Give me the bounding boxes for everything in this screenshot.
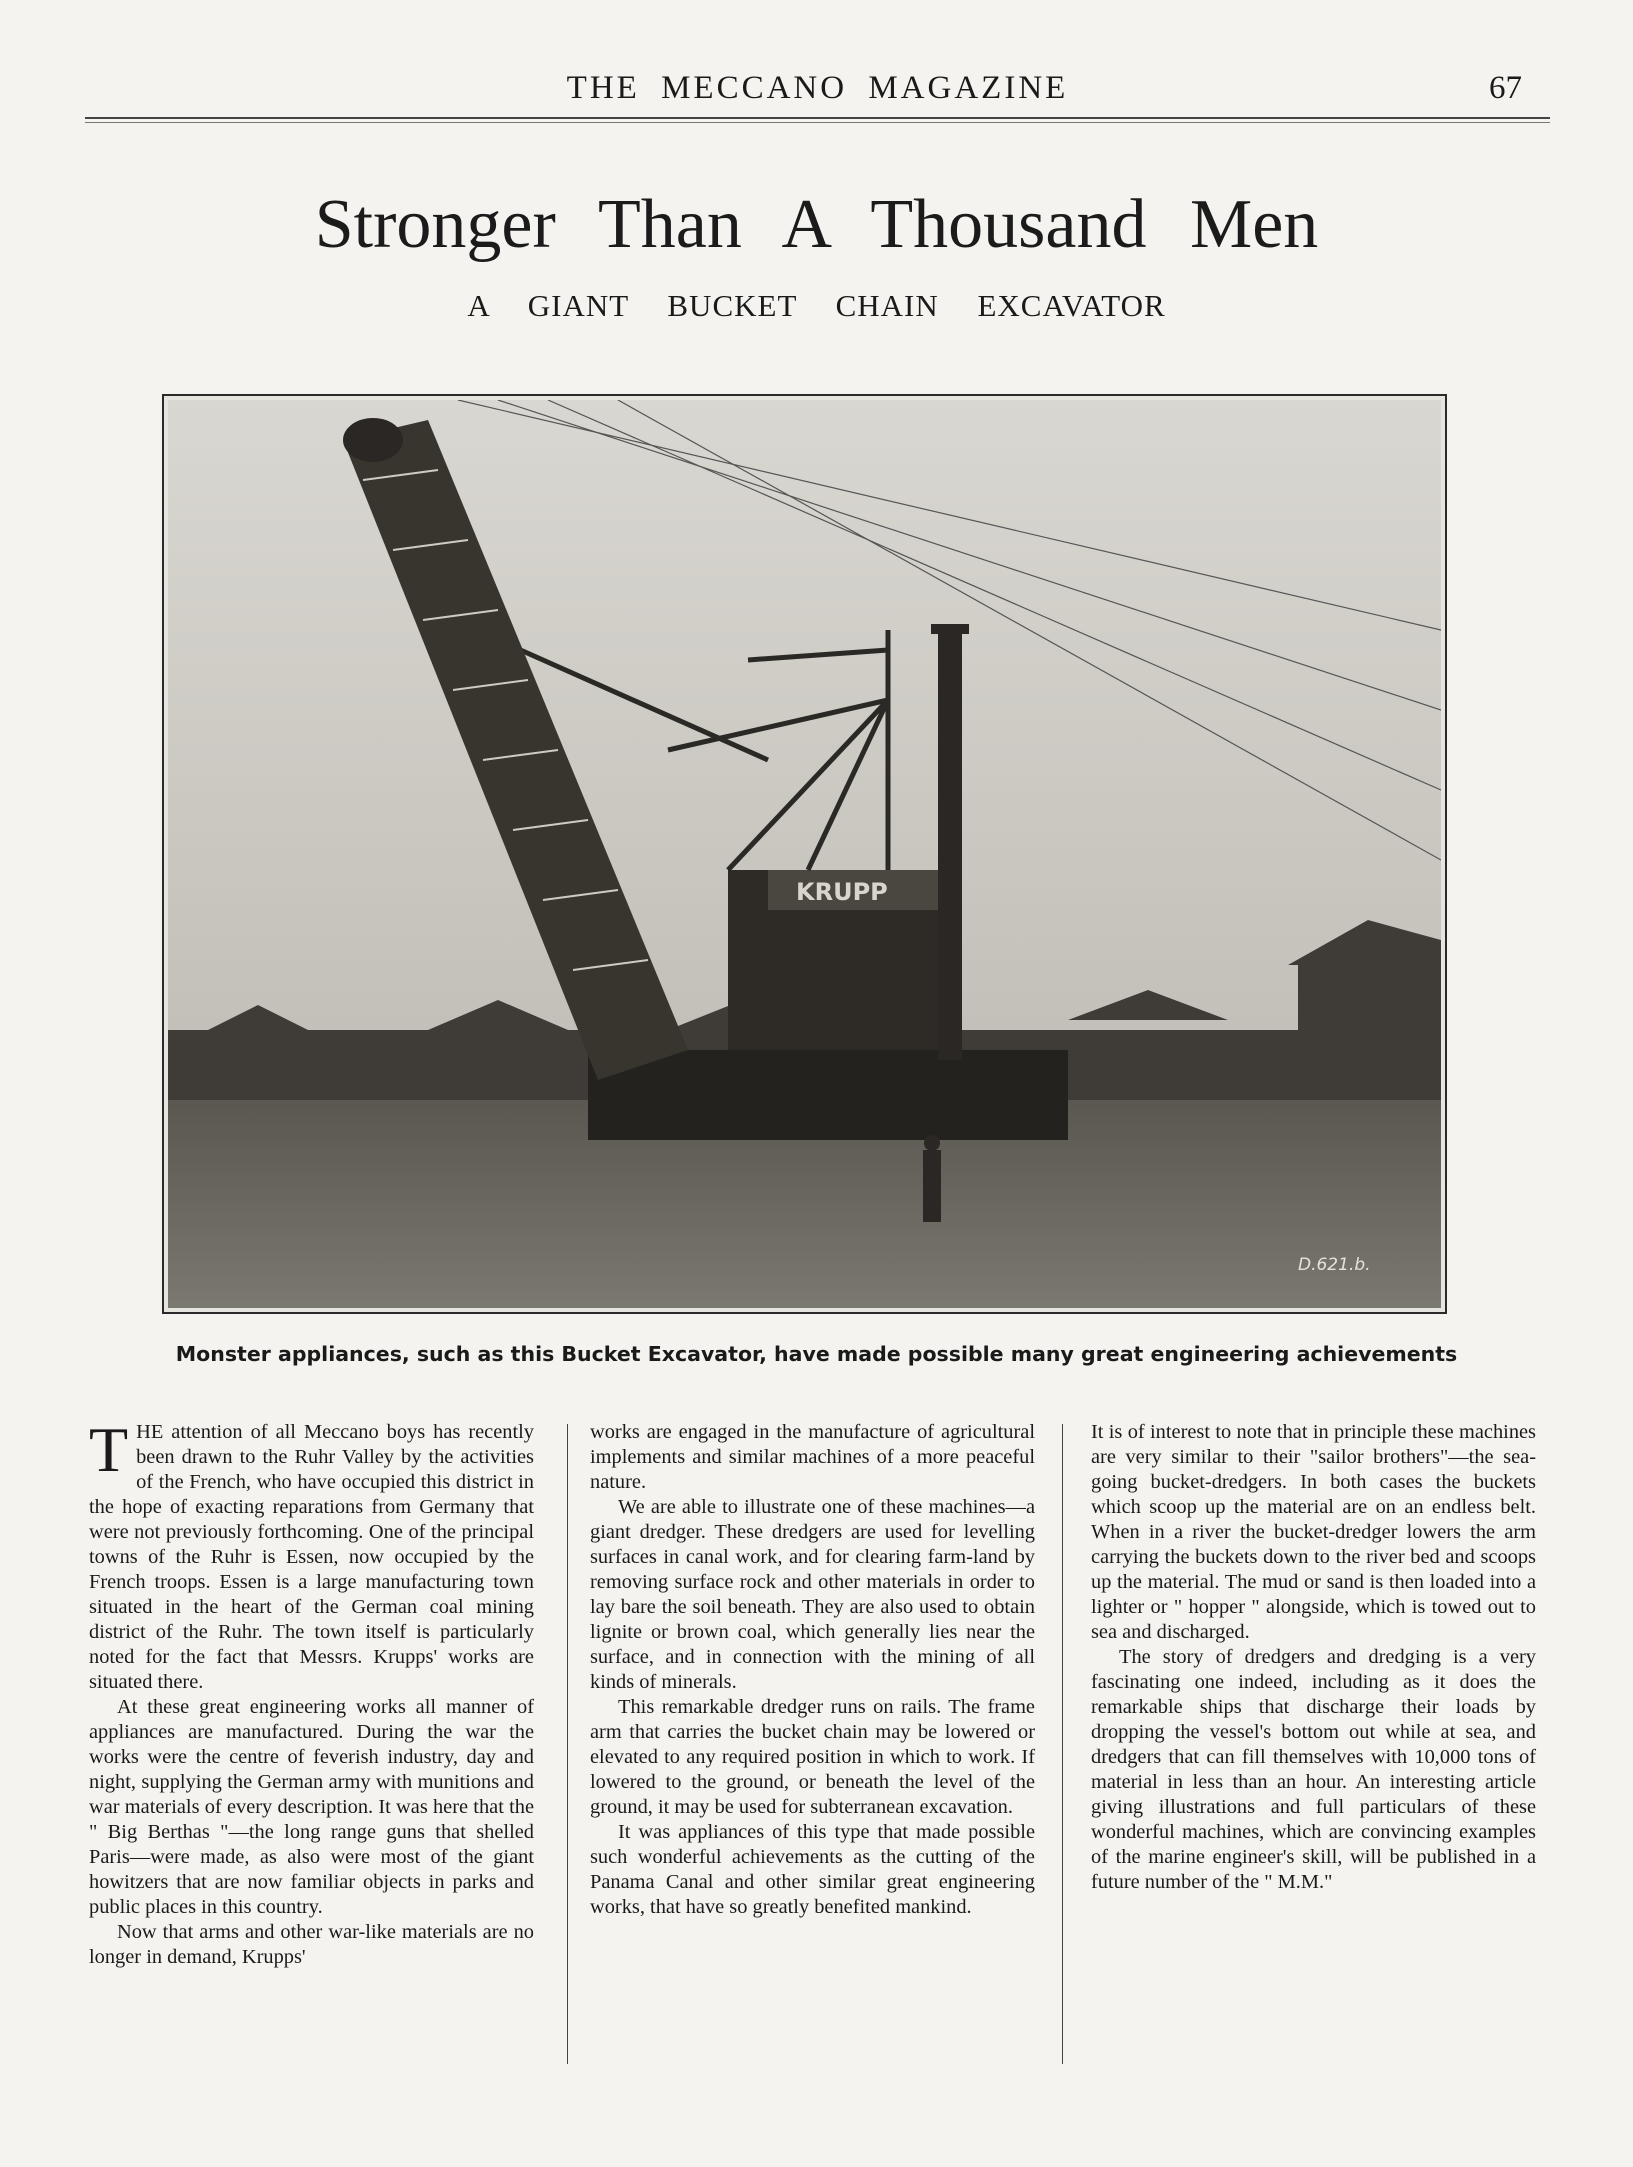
paragraph-text: HE attention of all Meccano boys has recently been drawn to the Ruhr Valley by the activities of the French, who have occupied this district in the hope of exacting reparations from Germany that were not previously forthcoming. One of the principal towns of the Ruhr is Essen, now occupied by the French troops. Essen is a large manufacturing town situated in the heart of the German coal mining district of the Ruhr. The town itself is particularly noted for the fact that Messrs. Krupps' works are situated there. [89, 1421, 534, 1693]
paragraph: It was appliances of this type that made possible such wonderful achievements as the cutting of the Panama Canal and other similar great engineering works, that have so greatly benefited mankind. [590, 1821, 1035, 1918]
article-subtitle: A GIANT BUCKET CHAIN EXCAVATOR [467, 288, 1166, 323]
paragraph: works are engaged in the manufacture of agricultural implements and similar machines of a more peaceful nature. [590, 1421, 1035, 1493]
excavator-photo [162, 394, 1447, 1314]
article-title: Stronger Than A Thousand Men [314, 186, 1319, 263]
plate-number: D.621.b. [1298, 1255, 1371, 1275]
column-rule [1062, 1424, 1063, 2064]
paragraph: At these great engineering works all manner of appliances are manufactured. During the war the works were the centre of feverish industry, day and night, supplying the German army with munitions and war materials of every description. It was here that the " Big Berthas "—the long range guns that shelled Paris—were made, as also were most of the giant howitzers that are now familiar objects in parks and public places in this country. [89, 1696, 534, 1918]
paragraph: This remarkable dredger runs on rails. The frame arm that carries the bucket chain may be lowered or elevated to any required position in which to work. If lowered to the ground, or beneath the level of the ground, it may be used for subterranean excavation. [590, 1696, 1035, 1818]
article-column-1 [89, 1414, 534, 2060]
article-column-2 [590, 1420, 1035, 2060]
krupp-sign: KRUPP [796, 878, 888, 906]
paragraph: We are able to illustrate one of these machines—a giant dredger. These dredgers are used for levelling surfaces in canal work, and for clearing farm-land by removing surface rock and other materials in order to lay bare the soil beneath. They are also used to obtain lignite or brown coal, which generally lies near the surface, and in connection with the mining of all kinds of minerals. [590, 1496, 1035, 1693]
header-rule-thin [85, 122, 1550, 123]
column-rule [567, 1424, 568, 2064]
page-header [85, 62, 1550, 118]
paragraph: Now that arms and other war-like materials are no longer in demand, Krupps' [89, 1921, 534, 1968]
paragraph: It is of interest to note that in principle these machines are very similar to their "sailor brothers"—the sea-going bucket-dredgers. In both cases the buckets which scoop up the material are on an endless belt. When in a river the bucket-dredger lowers the arm carrying the buckets down to the river bed and scoops up the material. The mud or sand is then loaded into a lighter or " hopper " alongside, which is towed out to sea and discharged. [1091, 1421, 1536, 1643]
header-rule [85, 117, 1550, 119]
excavator-illustration [168, 400, 1441, 1308]
magazine-title: THE MECCANO MAGAZINE [566, 70, 1069, 106]
paragraph [89, 1414, 534, 1695]
article-column-3 [1091, 1420, 1536, 2060]
photo-caption: Monster appliances, such as this Bucket Excavator, have made possible many great engineering achievements [175, 1342, 1458, 1366]
paragraph: The story of dredgers and dredging is a very fascinating one indeed, including as it does the remarkable ships that discharge their loads by dropping the vessel's bottom out while at sea, and dredgers that can fill themselves with 10,000 tons of material in less than an hour. An interesting article giving illustrations and full particulars of these wonderful machines, which are convincing examples of the marine engineer's skill, will be published in a future number of the " M.M." [1091, 1646, 1536, 1893]
standing-figure [923, 1150, 941, 1222]
drop-cap: T [89, 1414, 129, 1485]
page-number: 67 [1489, 70, 1522, 106]
